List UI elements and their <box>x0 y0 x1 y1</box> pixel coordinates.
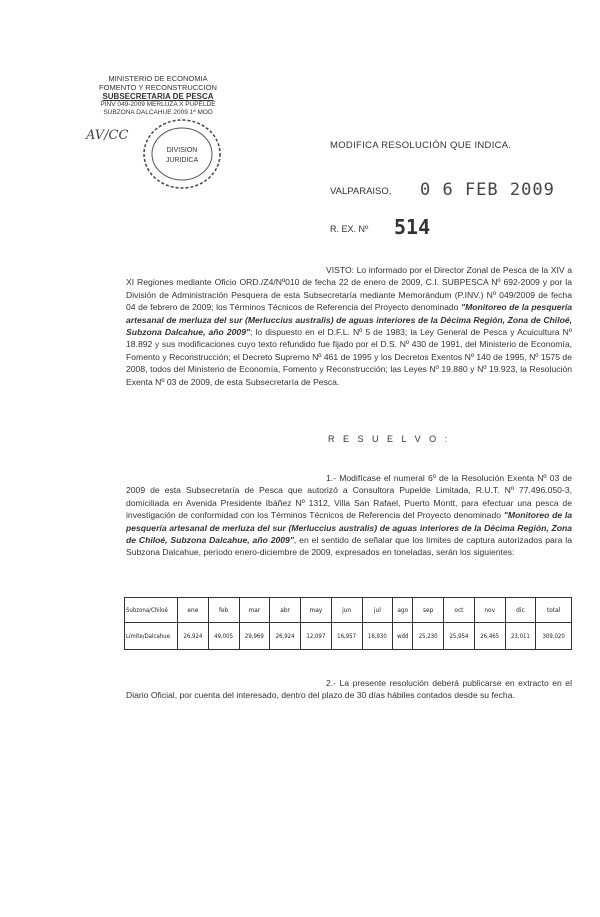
table-row <box>125 623 572 650</box>
visto-text-start: VISTO: Lo informado por el Director Zonal de Pesca de la XIV a XI Regiones mediante Oficio ORD./Z4/Nº010 de fecha 22 de enero de 2009, C.I. SUBPESCA Nº 692-2009 y por la División de Administración Pesquera de esta Subsecretaría mediante Memorándum (P.INV.) Nº 049/2009 de fecha 04 de febrero de 2009; los Términos Técnicos de Referencia del Proyecto denominado <box>126 265 572 313</box>
visto-text-end: ; lo dispuesto en el D.F.L. Nº 5 de 1983; la Ley General de Pesca y Acuicultura Nº 18.892 y sus modificaciones cuyo texto refundido fue fijado por el D.S. Nº 430 de 1991, del Ministerio de Economía, Fomento y Reconstrucción; el Decreto Supremo Nº 461 de 1995 y los Decretos Exentos Nº 140 de 1995, Nº 1575 de 2008, todos del Ministerio de Economía, Fomento y Reconstrucción; las Leyes Nº 19.880 y Nº 19.923, la Resolución Exenta Nº 03 de 2009, de esta Subsecretaría de Pesca. <box>126 327 572 387</box>
month-cell: nov <box>474 598 505 623</box>
stamp-line-1: DIVISION <box>166 147 198 154</box>
handwritten-initials: AV/CC <box>86 128 129 143</box>
value-cell: 29,969 <box>239 623 270 650</box>
article-1-text-start: 1.- Modifícase el numeral 6º de la Resolución Exenta Nº 03 de 2009 de esta Subsecretaría de Pesca que autorizó a Consultora Pupelde Limitada, R.U.T. Nº 77.496.050-3, domiciliada en Avenida Presidente Ibáñez Nº 1312, Villa San Rafael, Puerto Montt, para efectuar una pesca de investigación de conformidad con los Términos Técnicos de Referencia del Proyecto denominado <box>126 473 572 521</box>
value-cell: 49,005 <box>208 623 239 650</box>
capture-limits-table <box>124 597 572 650</box>
project-name: "Monitoreo de la pesquería artesanal de merluza del sur (Merluccius australis) de aguas interiores de la Décima Región, Zona de Chiloé, Subzona Dalcahue, año 2009" <box>126 302 572 338</box>
row-label: Límite/Dalcahue <box>125 623 178 650</box>
article-2 <box>126 677 572 702</box>
visto-paragraph <box>126 264 572 388</box>
division-juridica-stamp <box>140 112 224 196</box>
month-cell: may <box>301 598 332 623</box>
value-cell: 25,954 <box>444 623 475 650</box>
month-cell: mar <box>239 598 270 623</box>
resuelvo-heading: R E S U E L V O : <box>328 434 451 444</box>
article-1-text-end: , en el sentido de señalar que los límites de captura autorizados para la Subzona Dalcahue, período enero-diciembre de 2009, expresados en toneladas, serán los siguientes: <box>126 535 572 558</box>
value-cell: 25,230 <box>413 623 444 650</box>
place-label: VALPARAISO, <box>330 186 392 197</box>
value-cell: 309,020 <box>536 623 572 650</box>
month-cell: ago <box>393 598 413 623</box>
value-cell: 16,930 <box>362 623 393 650</box>
value-cell: 12,097 <box>301 623 332 650</box>
resolution-label: R. EX. Nº <box>330 224 369 234</box>
stamp-line-2: JURIDICA <box>165 157 199 164</box>
month-cell: total <box>536 598 572 623</box>
row-label: Subzona/Chiloé <box>125 598 178 623</box>
article-1 <box>126 472 572 559</box>
date-stamp: 0 6 FEB 2009 <box>420 180 555 200</box>
subsecretaria-line: SUBSECRETARIA DE PESCA <box>102 92 214 101</box>
value-cell: wdd <box>393 623 413 650</box>
ministry-line: MINISTERIO DE ECONOMIA <box>108 74 208 83</box>
value-cell: 26,924 <box>178 623 209 650</box>
value-cell: 23,011 <box>505 623 536 650</box>
month-cell: ene <box>178 598 209 623</box>
reference-line-1: PINV 049-2009 MERLUZA X PUPELDE <box>100 101 216 108</box>
article-1-project-name: "Monitoreo de la pesquería artesanal de merluza del sur (Merluccius australis) de aguas interiores de la Décima Región, Zona de Chiloé, Subzona Dalcahue, año 2009" <box>126 510 572 546</box>
month-cell: abr <box>270 598 301 623</box>
document-title: MODIFICA RESOLUCIÓN QUE INDICA. <box>330 140 512 151</box>
table-row <box>125 598 572 623</box>
value-cell: 16,957 <box>331 623 362 650</box>
article-2-text: 2.- La presente resolución deberá publicarse en extracto en el Diario Oficial, por cuenta del interesado, dentro del plazo de 30 días hábiles contados desde su fecha. <box>126 678 572 701</box>
letterhead <box>78 74 238 117</box>
month-cell: oct <box>444 598 475 623</box>
month-cell: sep <box>413 598 444 623</box>
value-cell: 26,924 <box>270 623 301 650</box>
value-cell: 26,465 <box>474 623 505 650</box>
month-cell: dic <box>505 598 536 623</box>
month-cell: jun <box>331 598 362 623</box>
month-cell: feb <box>208 598 239 623</box>
ministry-subline: FOMENTO Y RECONSTRUCCION <box>99 83 217 92</box>
resolution-number: 514 <box>394 215 431 239</box>
reference-line-2: SUBZONA DALCAHUE 2009 1ª MOD <box>103 109 213 116</box>
month-cell: jul <box>362 598 393 623</box>
